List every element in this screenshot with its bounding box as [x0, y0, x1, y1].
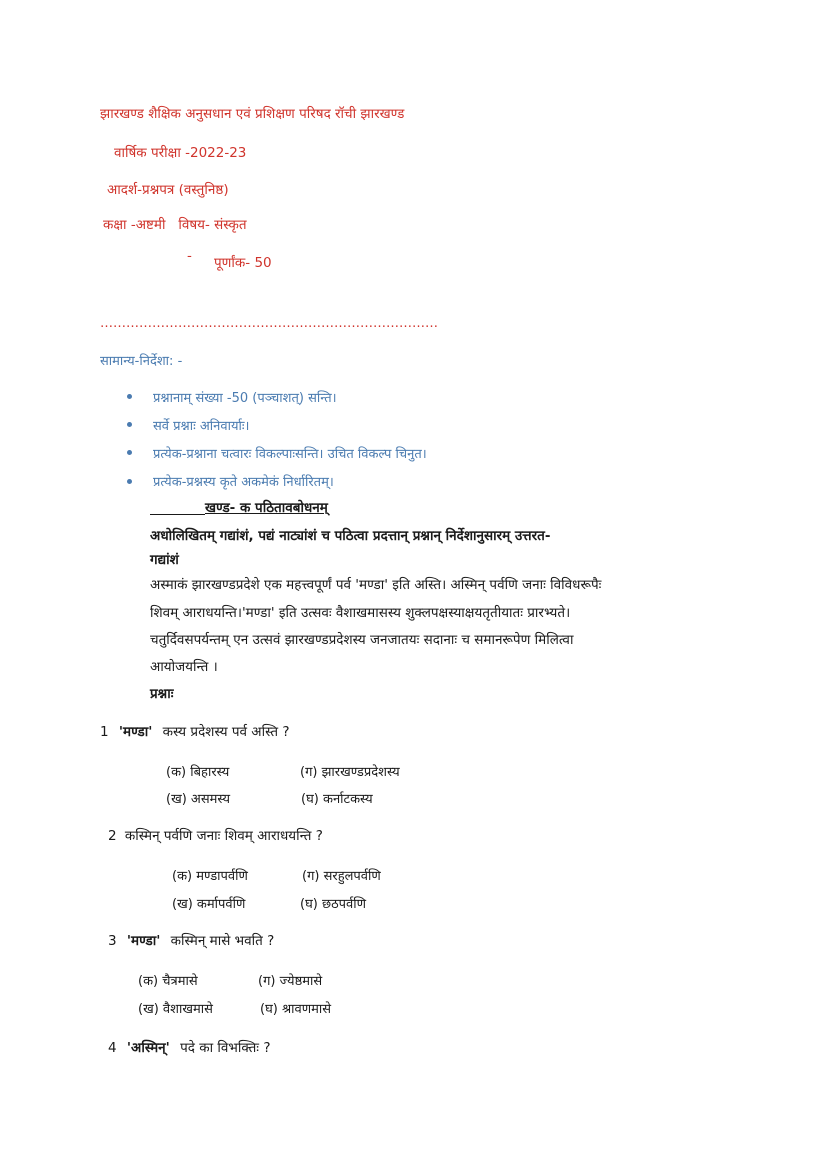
- option-ga[interactable]: (ग) ज्येष्ठमासे: [258, 974, 323, 989]
- option-kha[interactable]: (ख) कर्मापर्वणि: [172, 897, 246, 912]
- passage-line: आयोजयन्ति ।: [150, 659, 218, 675]
- passage-line: अस्माकं झारखण्डप्रदेशे एक महत्त्वपूर्णं पर्व 'मण्डा' इति अस्ति। अस्मिन् पर्वणि जनाः विविधरूपैः: [150, 577, 602, 593]
- instruction-item: प्रत्येक-प्रश्नस्य कृते अकमेकं निर्धारितम्।: [153, 475, 334, 490]
- bullet-icon: [127, 422, 132, 427]
- option-gha[interactable]: (घ) छठपर्वणि: [300, 897, 367, 912]
- section-title: खण्ड- क पठितावबोधनम्: [205, 500, 328, 516]
- exam-title: वार्षिक परीक्षा -2022-23: [114, 145, 247, 161]
- question-keyword: 'मण्डा': [126, 933, 161, 949]
- option-ka[interactable]: (क) चैत्रमासे: [138, 974, 198, 989]
- full-marks: पूर्णांक- 50: [214, 255, 272, 271]
- section-directive: अधोलिखितम् गद्यांशं, पद्यं नाट्यांशं च पठित्वा प्रदत्तान् प्रश्नान् निर्देशानुसारम् उत्तरत-: [150, 528, 551, 544]
- question-4: [108, 1038, 270, 1056]
- section-title-underline: [150, 514, 205, 515]
- option-ka[interactable]: (क) मण्डापर्वणि: [172, 869, 248, 884]
- option-ga[interactable]: (ग) सरहुलपर्वणि: [302, 869, 381, 884]
- question-text: कस्मिन् मासे भवति ?: [170, 933, 275, 949]
- option-ga[interactable]: (ग) झारखण्डप्रदेशस्य: [300, 765, 400, 780]
- question-text: कस्य प्रदेशस्य पर्व अस्ति ?: [162, 724, 290, 740]
- option-ka[interactable]: (क) बिहारस्य: [166, 765, 230, 780]
- bullet-icon: [127, 479, 132, 484]
- question-keyword: 'अस्मिन्': [126, 1040, 170, 1056]
- instruction-item: प्रश्नानाम् संख्या -50 (पञ्चाशत्) सन्ति।: [153, 391, 337, 406]
- option-kha[interactable]: (ख) असमस्य: [166, 792, 231, 807]
- instruction-item: प्रत्येक-प्रश्नाना चत्वारः विकल्पाःसन्ति। उचित विकल्प चिनुत।: [153, 447, 427, 462]
- question-text: पदे का विभक्तिः ?: [180, 1040, 271, 1056]
- separator-dots: ……………………………………………………………………: [100, 316, 438, 331]
- question-2: [108, 826, 323, 844]
- question-keyword: 'मण्डा': [118, 724, 153, 740]
- option-kha[interactable]: (ख) वैशाखमासे: [138, 1002, 213, 1017]
- option-gha[interactable]: (घ) कर्नाटकस्य: [301, 792, 373, 807]
- question-number: 3: [108, 933, 117, 949]
- question-1: [100, 722, 290, 740]
- instructions-title: सामान्य-निर्देशा: -: [100, 354, 183, 369]
- instruction-item: सर्वे प्रश्नाः अनिवार्याः।: [153, 419, 250, 434]
- class-subject: कक्षा -अष्टमी विषय- संस्कृत: [103, 217, 247, 233]
- passage-line: चतुर्दिवसपर्यन्तम् एन उत्सवं झारखण्डप्रदेशस्य जनजातयः सदानाः च समानरूपेण मिलित्वा: [150, 632, 574, 648]
- bullet-icon: [127, 394, 132, 399]
- paper-type: आदर्श-प्रश्नपत्र (वस्तुनिष्ठ): [107, 182, 229, 198]
- bullet-icon: [127, 450, 132, 455]
- question-number: 2: [108, 828, 117, 844]
- question-3: [108, 931, 274, 949]
- option-gha[interactable]: (घ) श्रावणमासे: [260, 1002, 332, 1017]
- question-text: कस्मिन् पर्वणि जनाः शिवम् आराधयन्ति ?: [124, 828, 323, 844]
- question-number: 1: [100, 724, 109, 740]
- org-title: झारखण्ड शैक्षिक अनुसधान एवं प्रशिक्षण परिषद रॉची झारखण्ड: [100, 106, 405, 122]
- marks-dash: -: [187, 248, 192, 264]
- questions-label: प्रश्नाः: [150, 686, 174, 702]
- question-number: 4: [108, 1040, 117, 1056]
- passage-line: शिवम् आराधयन्ति।'मण्डा' इति उत्सवः वैशाखमासस्य शुक्लपक्षस्याक्षयतृतीयातः प्रारभ्यते।: [150, 605, 571, 621]
- passage-label: गद्यांशं: [150, 552, 179, 568]
